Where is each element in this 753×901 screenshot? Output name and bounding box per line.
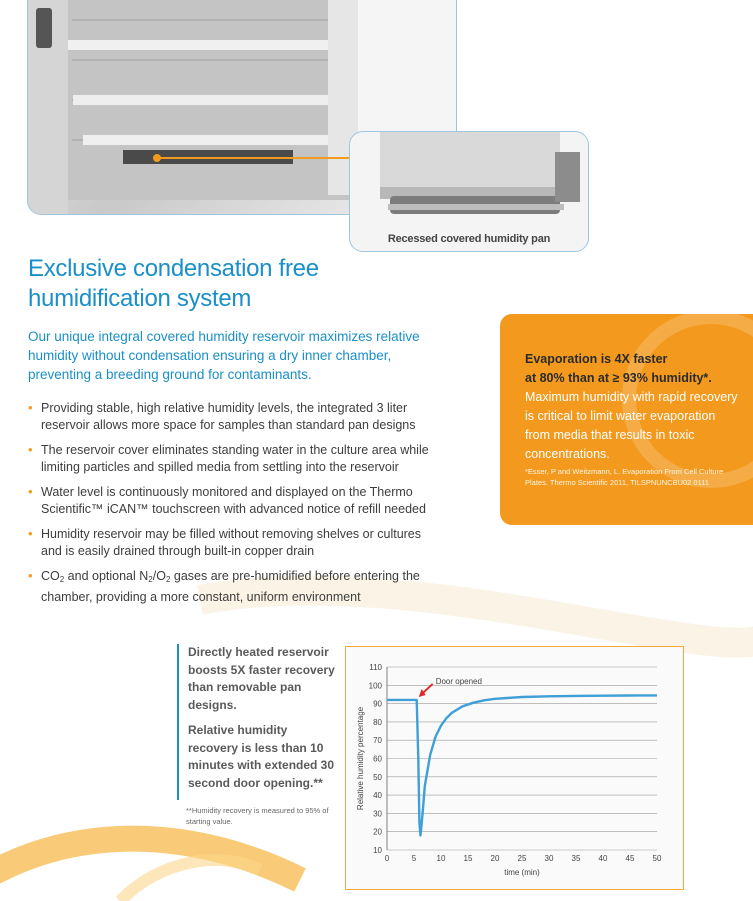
x-tick-label: 25 bbox=[517, 854, 527, 863]
x-tick-label: 35 bbox=[571, 854, 581, 863]
feature-item: • Humidity reservoir may be filled without removing shelves or cultures and is easily drained through built-in copper drain bbox=[28, 526, 443, 559]
highlight-heading-line1: Evaporation is 4X faster bbox=[525, 352, 668, 366]
door-latch-icon bbox=[36, 8, 52, 48]
highlight-reference: *Esser, P and Weitzmann, L. Evaporation From Cell Culture Plates. Thermo Scientific 2011, TILSPNUNCBU02 0111 bbox=[525, 467, 724, 487]
callout-leader-line bbox=[157, 157, 357, 159]
x-tick-label: 15 bbox=[463, 854, 473, 863]
feature-item: • Providing stable, high relative humidity levels, the integrated 3 liter reservoir allows more space for samples than standard pan designs bbox=[28, 400, 443, 433]
y-tick-label: 30 bbox=[373, 809, 382, 819]
chart-note-recovery: Directly heated reservoir boosts 5X faster recovery than removable pan designs. bbox=[188, 645, 335, 712]
y-tick-label: 60 bbox=[373, 754, 382, 764]
humidity-series-line bbox=[387, 695, 657, 835]
humidity-pan-illustration bbox=[350, 132, 588, 232]
y-tick-label: 20 bbox=[373, 827, 382, 837]
humidity-pan-callout bbox=[349, 131, 589, 252]
callout-caption: Recessed covered humidity pan bbox=[387, 233, 551, 245]
feature-item: • Water level is continuously monitored and displayed on the Thermo Scientific™ iCAN™ touchscreen with advanced notice of refill needed bbox=[28, 484, 443, 517]
y-tick-label: 110 bbox=[369, 663, 382, 672]
y-tick-label: 100 bbox=[368, 681, 382, 691]
subscript: 2 bbox=[59, 575, 65, 584]
humidity-recovery-chart bbox=[345, 646, 684, 890]
y-tick-label: 40 bbox=[373, 791, 382, 801]
chart-svg bbox=[346, 647, 683, 889]
x-tick-label: 20 bbox=[490, 854, 500, 863]
y-axis-label: Relative humidity percentage bbox=[356, 706, 365, 811]
x-tick-label: 10 bbox=[436, 854, 446, 863]
x-axis-label: time (min) bbox=[504, 868, 540, 877]
y-tick-label: 50 bbox=[373, 772, 382, 782]
chart-notes bbox=[177, 644, 338, 800]
y-tick-label: 90 bbox=[373, 699, 382, 709]
y-tick-label: 10 bbox=[373, 846, 382, 855]
x-tick-label: 0 bbox=[384, 854, 390, 863]
door-opened-label: Door opened bbox=[435, 676, 482, 686]
x-tick-label: 40 bbox=[598, 854, 608, 863]
y-tick-label: 70 bbox=[373, 736, 382, 746]
text: and optional N bbox=[64, 569, 149, 583]
evaporation-highlight-box bbox=[500, 314, 753, 525]
feature-item: • The reservoir cover eliminates standing water in the culture area while limiting particles and spilled media from settling into the reservoir bbox=[28, 442, 443, 475]
highlight-heading bbox=[525, 350, 740, 388]
text: /O bbox=[152, 569, 166, 583]
x-tick-label: 5 bbox=[411, 854, 417, 863]
section-title-line2: humidification system bbox=[28, 285, 252, 312]
chart-footnote: **Humidity recovery is measured to 95% of starting value. bbox=[186, 806, 329, 826]
section-title-line1: Exclusive condensation free bbox=[28, 255, 319, 282]
x-tick-label: 45 bbox=[625, 854, 635, 863]
section-title bbox=[28, 254, 388, 314]
highlight-body: Maximum humidity with rapid recovery is critical to limit water evaporation from media that results in toxic concentrations. bbox=[525, 390, 738, 461]
y-tick-label: 80 bbox=[373, 717, 382, 727]
chart-note-door-opening: Relative humidity recovery is less than 10 minutes with extended 30 second door opening.** bbox=[188, 723, 335, 790]
feature-item-gases bbox=[28, 568, 443, 605]
feature-list bbox=[28, 400, 443, 614]
x-tick-label: 50 bbox=[652, 854, 662, 863]
section-intro: Our unique integral covered humidity reservoir maximizes relative humidity without condensation ensuring a dry inner chamber, preventing a breeding ground for contaminants. bbox=[28, 329, 420, 382]
text: gases are pre-humidified before entering the chamber, providing a more constant, uniform environment bbox=[41, 569, 420, 604]
subscript: 2 bbox=[165, 575, 171, 584]
x-tick-label: 30 bbox=[544, 854, 554, 863]
highlight-heading-line2: at 80% than at ≥ 93% humidity*. bbox=[525, 371, 712, 385]
callout-leader-dot bbox=[153, 154, 161, 162]
subscript: 2 bbox=[148, 575, 153, 584]
text: CO bbox=[41, 569, 60, 583]
